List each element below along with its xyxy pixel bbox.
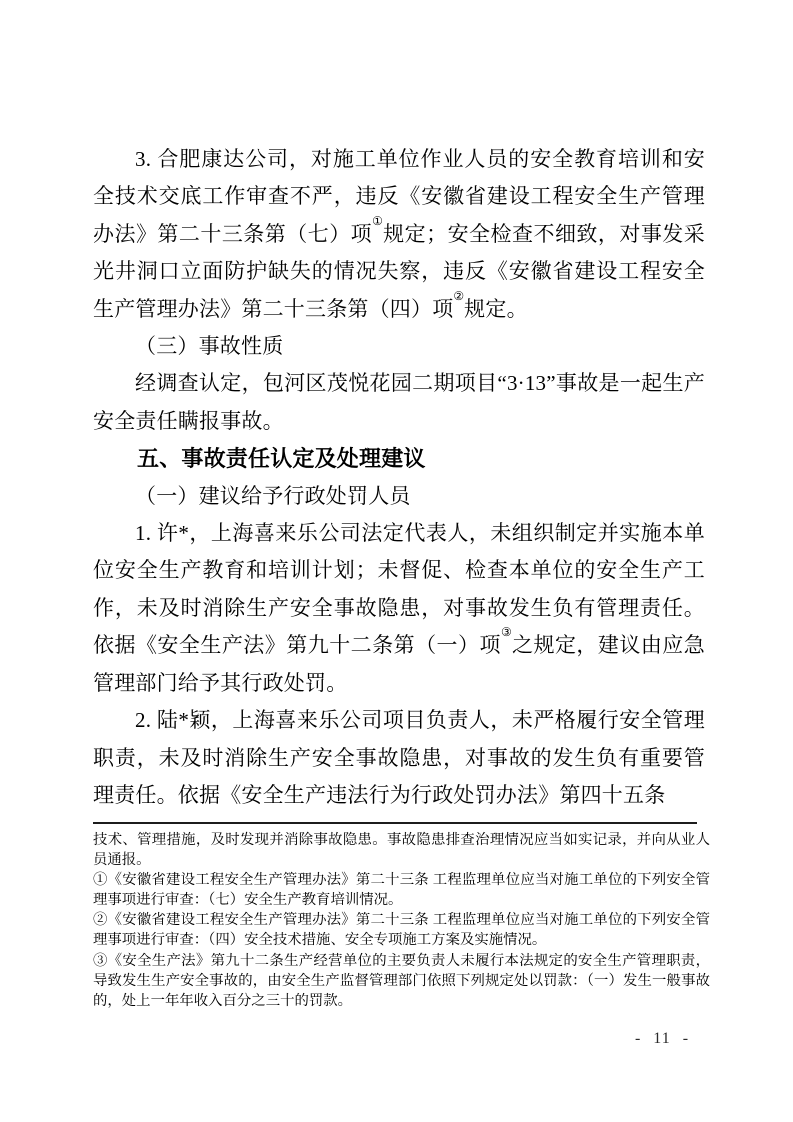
text-segment: 3. 合肥康达公司，对施工单位作业人员的安全教育培训和安全技术交底工作审查不严，违反《安徽省建设工程安全生产管理办法》第二十三条第（七）项: [93, 147, 705, 246]
page-number: - 11 -: [634, 1030, 690, 1047]
section-heading-responsibility: 五、事故责任认定及处理建议: [137, 446, 426, 472]
text-segment: 规定。: [464, 296, 528, 321]
footnote-3: ③《安全生产法》第九十二条生产经营单位的主要负责人未履行本法规定的安全生产管理职责，导致发生生产安全事故的，由安全生产监督管理部门依照下列规定处以罚款：（一）发生一般事故的，处上一年年收入百分之三十的罚款。: [93, 952, 710, 1009]
paragraph-supervision-violation: [93, 141, 705, 328]
subheading-admin-penalty-persons: （一）建议给予行政处罚人员: [135, 483, 411, 508]
paragraph-person-xu: [93, 515, 705, 702]
paragraph-accident-determination: 经调查认定，包河区茂悦花园二期项目“3·13”事故是一起生产安全责任瞒报事故。: [93, 371, 705, 433]
footnote-ref-1: ①: [372, 213, 384, 228]
footnote-2: ②《安徽省建设工程安全生产管理办法》第二十三条 工程监理单位应当对施工单位的下列安全管理事项进行审查：（四）安全技术措施、安全专项施工方案及实施情况。: [93, 912, 710, 949]
document-body: [93, 141, 705, 814]
footnote-ref-3: ③: [500, 625, 512, 640]
text-segment: 规定；安全检查不细致，对事发采光井洞口立面防护缺失的情况失察，违反《安徽省建设工程安全生产管理办法》第二十三条第（四）项: [93, 221, 705, 321]
footnote-1: ①《安徽省建设工程安全生产管理办法》第二十三条 工程监理单位应当对施工单位的下列安全管理事项进行审查：（七）安全生产教育培训情况。: [93, 872, 710, 909]
footnote-continuation: 技术、管理措施，及时发现并消除事故隐患。事故隐患排查治理情况应当如实记录，并向从业人员通报。: [93, 832, 710, 869]
footnotes-text-block: [93, 824, 710, 1011]
subheading-accident-nature: （三）事故性质: [135, 334, 284, 359]
text-segment: 1. 许*，上海喜来乐公司法定代表人，未组织制定并实施本单位安全生产教育和培训计划；未督促、检查本单位的安全生产工作，未及时消除生产安全事故隐患，对事故发生负有管理责任。依据《安全生产法》第九十二条第（一）项: [93, 521, 705, 658]
text-segment: 之规定，建议由应急管理部门给予其行政处罚。: [93, 633, 705, 695]
paragraph-person-lu: 2. 陆*颖，上海喜来乐公司项目负责人，未严格履行安全管理职责，未及时消除生产安全事故隐患，对事故的发生负有重要管理责任。依据《安全生产违法行为行政处罚办法》第四十五条: [93, 708, 705, 807]
footnote-ref-2: ②: [453, 288, 465, 303]
footnotes-section: [93, 822, 710, 1011]
